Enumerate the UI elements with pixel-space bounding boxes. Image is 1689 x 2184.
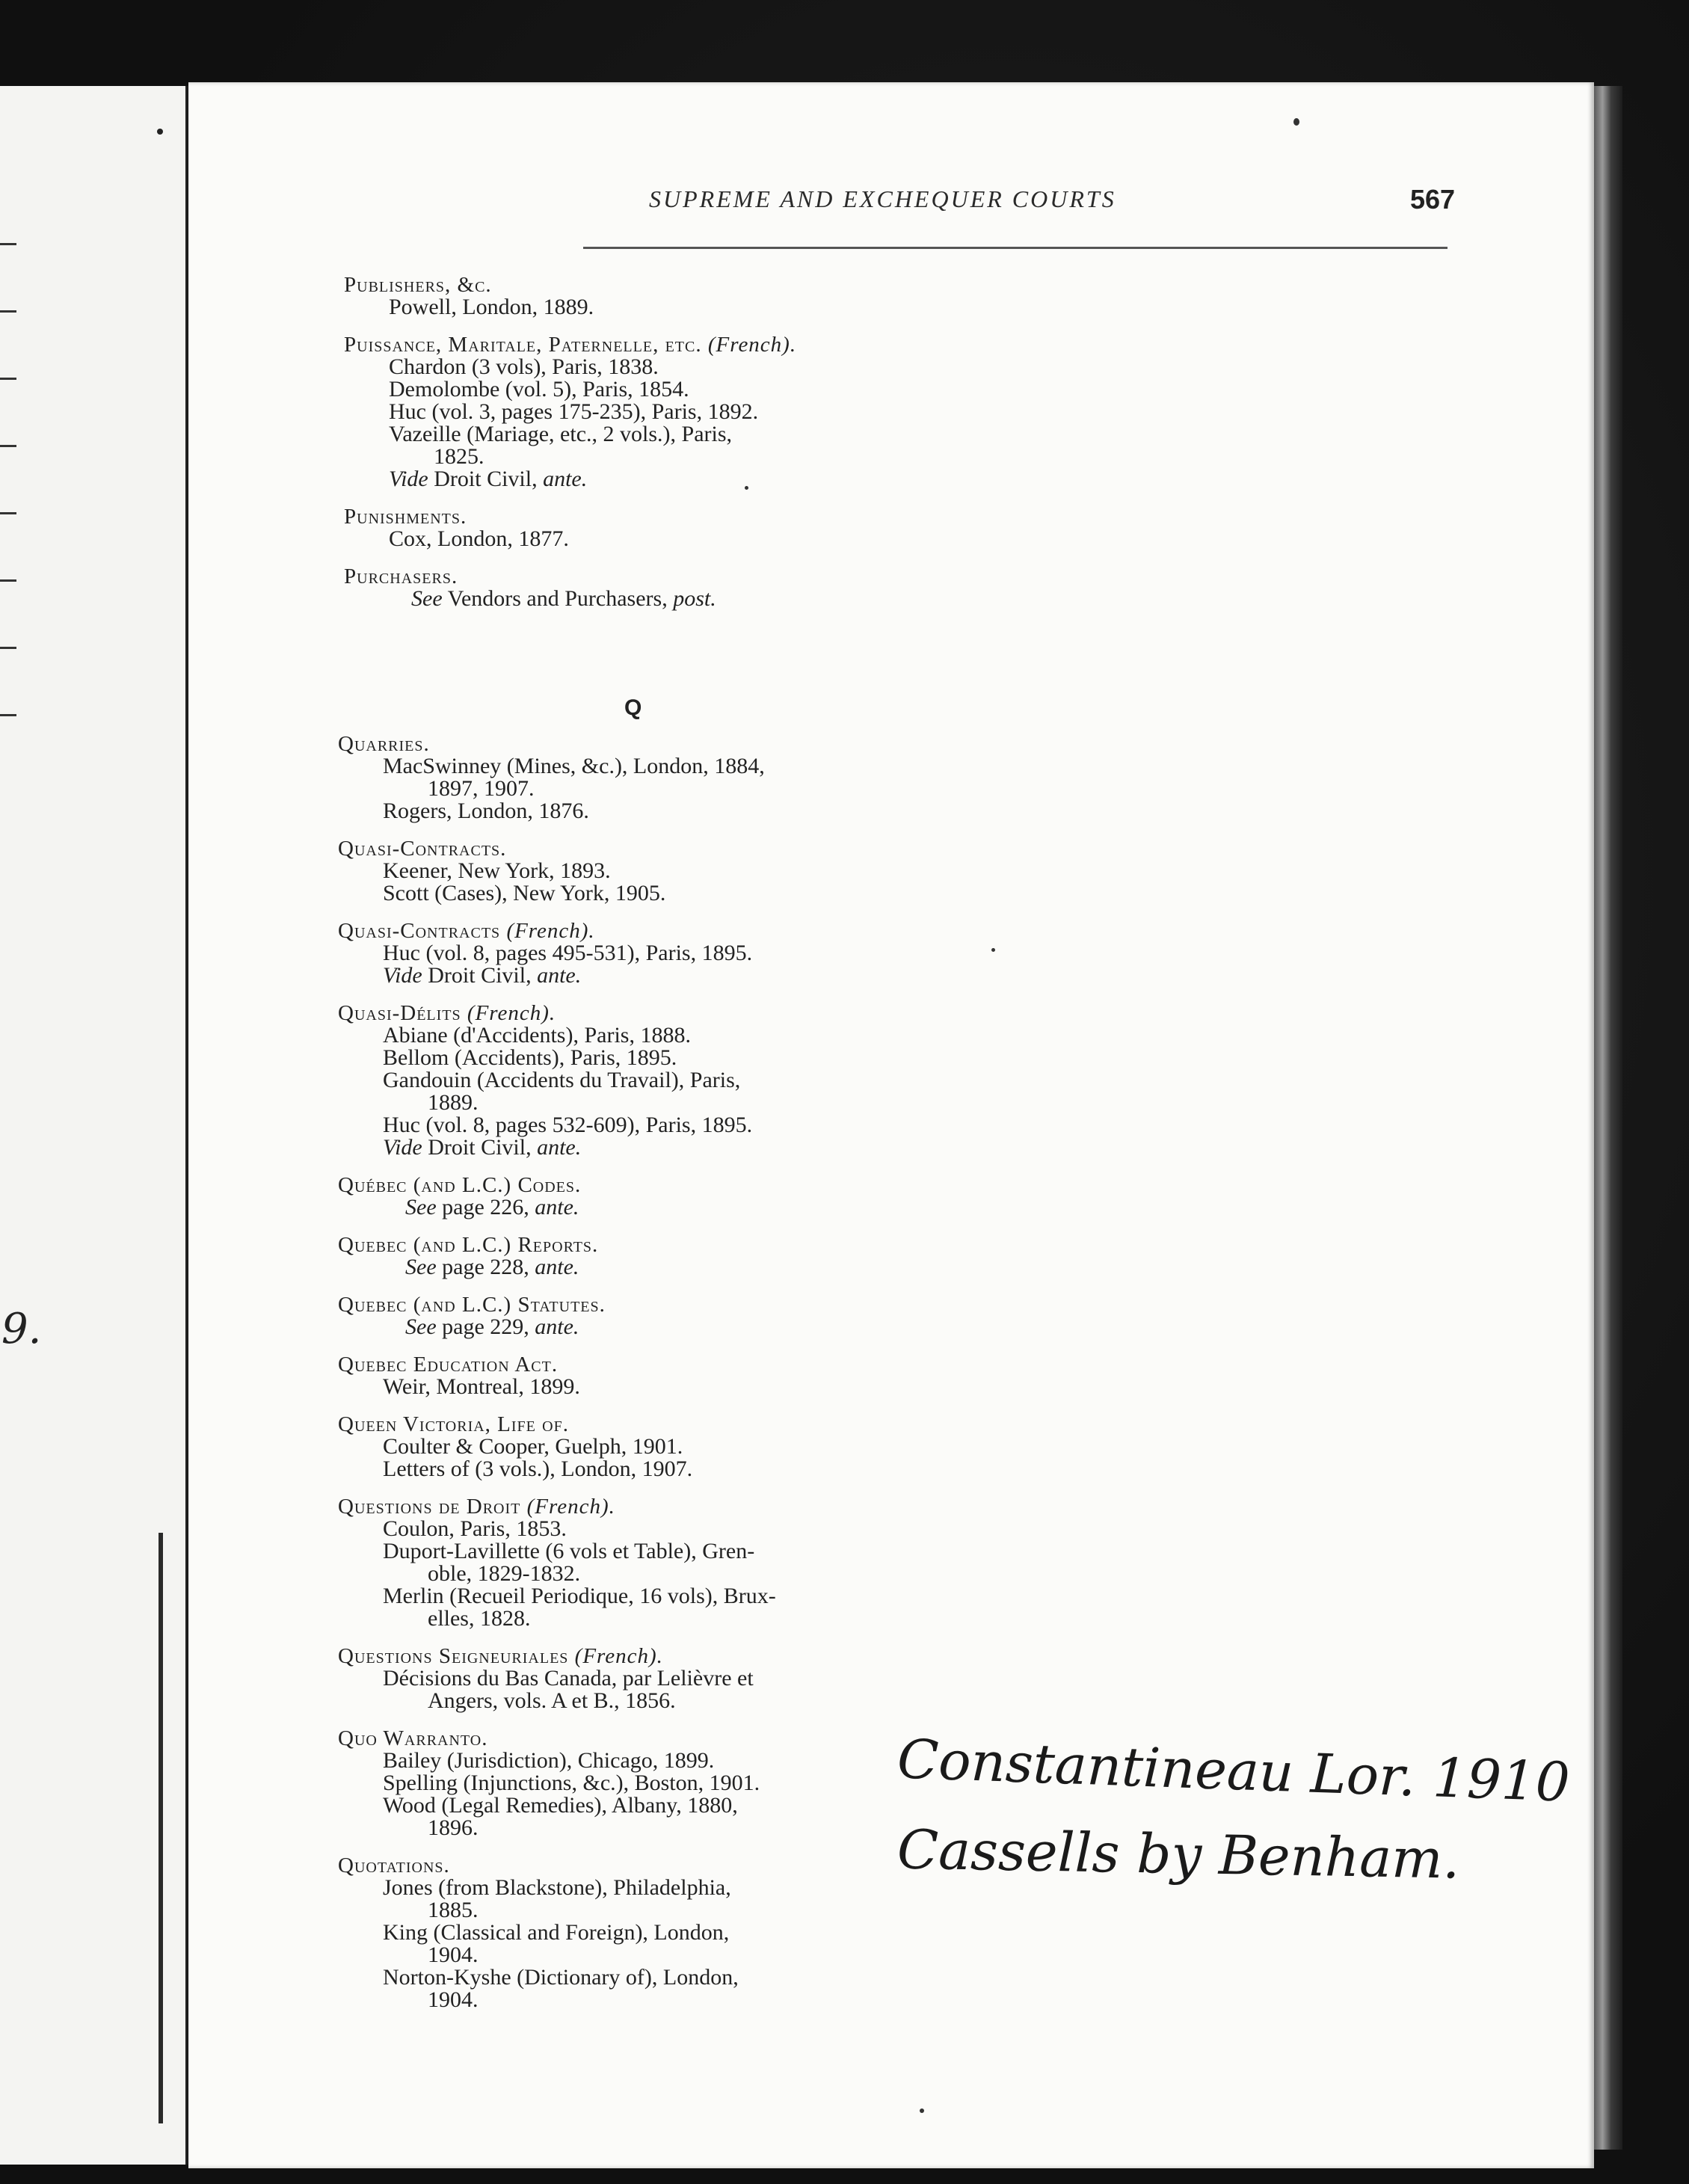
entry-line: Merlin (Recueil Periodique, 16 vols), Brux- bbox=[383, 1584, 776, 1608]
entry-line-continuation: elles, 1828. bbox=[428, 1606, 531, 1631]
entry-line: Jones (from Blackstone), Philadelphia, bbox=[383, 1875, 731, 1900]
entry-line: Bellom (Accidents), Paris, 1895. bbox=[383, 1045, 677, 1070]
index-entry bbox=[338, 1854, 903, 2011]
page-number: 567 bbox=[1410, 184, 1456, 215]
spine-shadow bbox=[159, 1533, 163, 2123]
index-entry bbox=[338, 1413, 903, 1480]
entry-heading: Quasi-Contracts (French). bbox=[338, 919, 595, 943]
index-entry bbox=[344, 333, 897, 490]
index-entry bbox=[338, 837, 903, 905]
entry-heading: Queen Victoria, Life of. bbox=[338, 1412, 569, 1436]
entry-line: Coulter & Cooper, Guelph, 1901. bbox=[383, 1434, 683, 1459]
index-entry bbox=[338, 920, 903, 987]
entry-heading: Purchasers. bbox=[344, 565, 458, 588]
entry-line: Rogers, London, 1876. bbox=[383, 799, 589, 823]
ink-speck bbox=[920, 2108, 924, 2113]
entry-heading: Questions Seigneuriales (French). bbox=[338, 1644, 663, 1668]
entry-line: Weir, Montreal, 1899. bbox=[383, 1374, 580, 1399]
entry-line-continuation: 1896. bbox=[428, 1815, 479, 1840]
entry-line-continuation: 1885. bbox=[428, 1898, 479, 1922]
index-entry bbox=[344, 505, 897, 550]
see-reference: See Vendors and Purchasers, post. bbox=[411, 586, 716, 611]
entry-heading: Quasi-Délits (French). bbox=[338, 1001, 556, 1025]
left-page-rule bbox=[0, 445, 16, 447]
entry-heading: Questions de Droit (French). bbox=[338, 1495, 615, 1519]
ink-speck bbox=[157, 129, 163, 135]
index-entry bbox=[338, 1353, 903, 1398]
entry-line-continuation: 1889. bbox=[428, 1090, 479, 1115]
ink-speck bbox=[1293, 118, 1299, 126]
entry-heading: Quasi-Contracts. bbox=[338, 837, 507, 861]
entry-line-continuation: 1904. bbox=[428, 1987, 479, 2012]
entry-heading: Quebec (and L.C.) Reports. bbox=[338, 1233, 599, 1257]
index-entry bbox=[338, 1174, 903, 1219]
vide-reference: Vide Droit Civil, ante. bbox=[383, 1135, 582, 1160]
see-reference: See page 226, ante. bbox=[405, 1195, 579, 1219]
entry-line: Abiane (d'Accidents), Paris, 1888. bbox=[383, 1023, 691, 1048]
entry-line-continuation: oble, 1829-1832. bbox=[428, 1561, 581, 1586]
entry-line: Huc (vol. 3, pages 175-235), Paris, 1892. bbox=[389, 399, 759, 424]
entry-line-continuation: Angers, vols. A et B., 1856. bbox=[428, 1688, 676, 1713]
index-entry bbox=[344, 274, 897, 319]
entry-heading: Quo Warranto. bbox=[338, 1726, 488, 1750]
running-header: SUPREME AND EXCHEQUER COURTS bbox=[649, 185, 1116, 212]
entry-heading: Quarries. bbox=[338, 732, 430, 756]
left-page-rule bbox=[0, 512, 16, 514]
vide-reference: Vide Droit Civil, ante. bbox=[383, 963, 582, 988]
entry-line: Décisions du Bas Canada, par Lelièvre et bbox=[383, 1666, 754, 1691]
page-edge bbox=[1594, 86, 1622, 2150]
left-page-handwriting: 9. bbox=[1, 1305, 42, 1353]
index-column-q bbox=[338, 733, 903, 2026]
index-entry bbox=[338, 733, 903, 822]
index-column-p bbox=[344, 274, 897, 625]
left-page-rule bbox=[0, 243, 16, 245]
entry-line: Gandouin (Accidents du Travail), Paris, bbox=[383, 1068, 741, 1092]
entry-line: Duport-Lavillette (6 vols et Table), Gren- bbox=[383, 1539, 755, 1563]
entry-heading: Punishments. bbox=[344, 505, 467, 529]
entry-line: King (Classical and Foreign), London, bbox=[383, 1920, 730, 1945]
entry-heading: Puissance, Maritale, Paternelle, etc. (French). bbox=[344, 333, 797, 357]
entry-line: Wood (Legal Remedies), Albany, 1880, bbox=[383, 1793, 738, 1818]
left-page-rule bbox=[0, 310, 16, 313]
header-rule bbox=[583, 247, 1448, 249]
entry-line: Scott (Cases), New York, 1905. bbox=[383, 881, 666, 905]
entry-heading: Québec (and L.C.) Codes. bbox=[338, 1173, 582, 1197]
entry-line: Demolombe (vol. 5), Paris, 1854. bbox=[389, 377, 689, 402]
entry-heading: Quotations. bbox=[338, 1854, 450, 1877]
see-reference: See page 229, ante. bbox=[405, 1314, 579, 1339]
ink-speck bbox=[745, 486, 748, 490]
index-entry bbox=[344, 565, 897, 610]
entry-line: MacSwinney (Mines, &c.), London, 1884, bbox=[383, 754, 765, 778]
see-reference: See page 228, ante. bbox=[405, 1255, 579, 1279]
entry-line: Spelling (Injunctions, &c.), Boston, 1901. bbox=[383, 1771, 760, 1795]
left-page-rule bbox=[0, 579, 16, 582]
entry-line-continuation: 1897, 1907. bbox=[428, 776, 535, 801]
left-page-rule bbox=[0, 647, 16, 649]
index-entry bbox=[338, 1002, 903, 1159]
entry-line: Powell, London, 1889. bbox=[389, 295, 594, 319]
entry-line-continuation: 1904. bbox=[428, 1942, 479, 1967]
entry-line: Keener, New York, 1893. bbox=[383, 858, 611, 883]
entry-line: Bailey (Jurisdiction), Chicago, 1899. bbox=[383, 1748, 715, 1773]
entry-line: Vazeille (Mariage, etc., 2 vols.), Paris, bbox=[389, 422, 733, 446]
entry-line: Coulon, Paris, 1853. bbox=[383, 1516, 567, 1541]
entry-line: Huc (vol. 8, pages 532-609), Paris, 1895. bbox=[383, 1113, 753, 1137]
vide-reference: Vide Droit Civil, ante. bbox=[389, 467, 588, 491]
entry-heading: Quebec Education Act. bbox=[338, 1353, 559, 1376]
index-entry bbox=[338, 1495, 903, 1630]
section-letter: Q bbox=[624, 695, 642, 720]
entry-heading: Publishers, &c. bbox=[344, 273, 492, 297]
index-entry bbox=[338, 1294, 903, 1338]
index-entry bbox=[338, 1645, 903, 1712]
handwritten-note: Constantineau Lor. 1910 bbox=[896, 1727, 1571, 1814]
index-entry bbox=[338, 1727, 903, 1839]
entry-line: Chardon (3 vols), Paris, 1838. bbox=[389, 354, 659, 379]
left-page-rule bbox=[0, 378, 16, 380]
entry-heading: Quebec (and L.C.) Statutes. bbox=[338, 1293, 606, 1317]
entry-line: Cox, London, 1877. bbox=[389, 526, 569, 551]
entry-line: Letters of (3 vols.), London, 1907. bbox=[383, 1456, 693, 1481]
entry-line: Norton-Kyshe (Dictionary of), London, bbox=[383, 1965, 739, 1990]
handwritten-note: Cassells by Benham. bbox=[896, 1818, 1461, 1891]
entry-line-continuation: 1825. bbox=[434, 444, 484, 469]
left-page-rule bbox=[0, 714, 16, 716]
ink-speck bbox=[991, 948, 995, 952]
entry-line: Huc (vol. 8, pages 495-531), Paris, 1895. bbox=[383, 941, 753, 965]
index-entry bbox=[338, 1234, 903, 1279]
